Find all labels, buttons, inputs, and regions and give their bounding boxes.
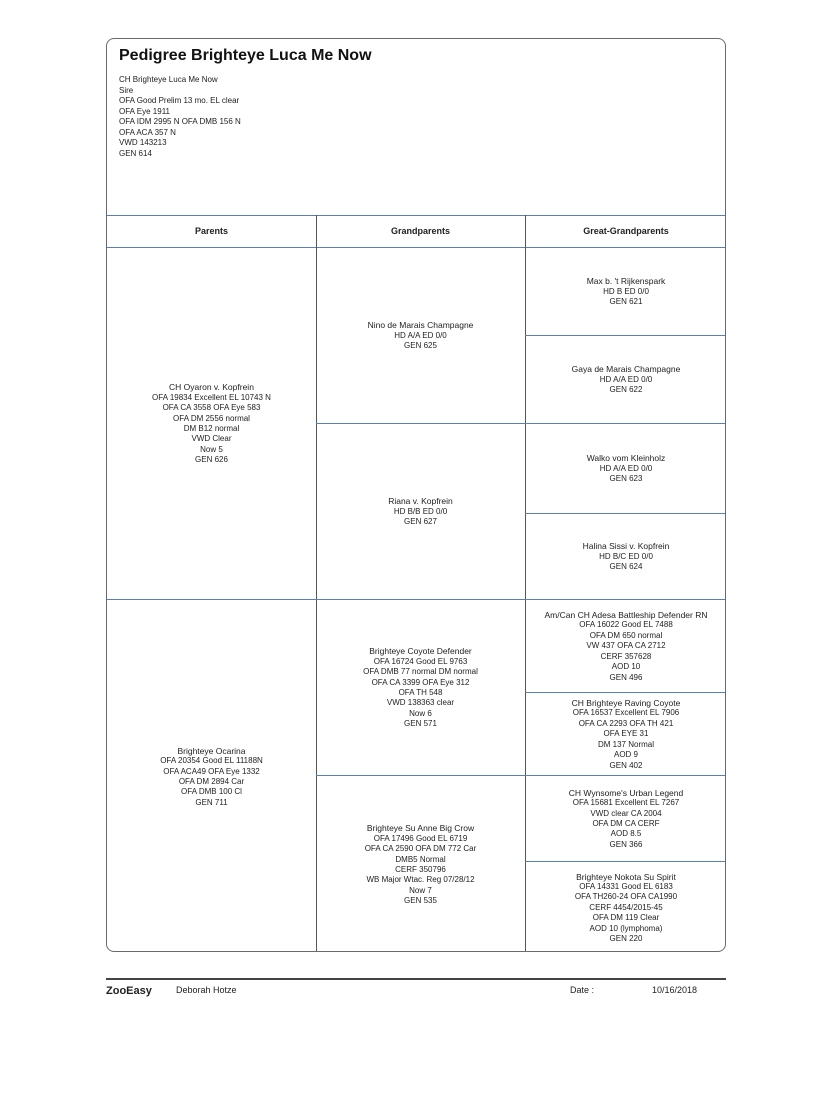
- dog-detail: OFA 17496 Good EL 6719: [373, 833, 468, 843]
- dog-detail: OFA DMB 100 Cl: [181, 787, 242, 797]
- dog-detail: OFA 16537 Excellent EL 7906: [572, 708, 680, 718]
- dog-name: CH Brighteye Raving Coyote: [571, 698, 681, 709]
- dog-detail: GEN 627: [404, 517, 437, 527]
- dog-detail: GEN 220: [609, 934, 643, 944]
- footer-author: Deborah Hotze: [176, 985, 237, 995]
- dog-detail: GEN 535: [404, 896, 437, 906]
- dog-detail: Now 7: [409, 885, 432, 895]
- dog-detail: OFA DM 650 normal: [589, 630, 663, 640]
- dog-detail: GEN 621: [609, 297, 643, 307]
- great-grandparent-cell: [525, 863, 726, 952]
- dog-detail: OFA TH260-24 OFA CA1990: [574, 892, 678, 902]
- dog-name: Brighteye Ocarina: [177, 745, 246, 756]
- grid-divider: [525, 513, 726, 514]
- dog-name: Brighteye Coyote Defender: [369, 646, 472, 657]
- dog-detail: OFA 14331 Good EL 6183: [579, 881, 673, 891]
- dog-detail: HD A/A ED 0/0: [599, 463, 653, 473]
- dog-detail: VW 437 OFA CA 2712: [586, 641, 666, 651]
- dog-name: Am/Can CH Adesa Battleship Defender RN: [544, 610, 708, 621]
- parent-cell: [107, 601, 316, 952]
- dog-detail: GEN 625: [404, 341, 437, 351]
- dog-detail: VWD Clear: [191, 434, 232, 444]
- dog-detail: OFA CA 3558 OFA Eye 583: [162, 403, 261, 413]
- footer-divider: [106, 978, 726, 980]
- dog-detail: CERF 350796: [395, 865, 446, 874]
- great-grandparent-cell: [525, 249, 726, 335]
- dog-detail: OFA CA 2590 OFA DM 772 Car: [364, 844, 477, 854]
- great-grandparent-cell: [525, 515, 726, 599]
- dog-detail: OFA CA 2293 OFA TH 421: [578, 718, 674, 728]
- dog-name: Gaya de Marais Champagne: [571, 364, 681, 375]
- dog-detail: GEN 402: [609, 760, 643, 770]
- dog-detail: CERF 357628: [600, 651, 652, 661]
- header-parents: Parents: [194, 226, 229, 236]
- dog-detail: DM 137 Normal: [597, 739, 654, 749]
- dog-detail: AOD 9: [613, 750, 638, 760]
- dog-info-block: [119, 75, 241, 159]
- dog-detail: OFA 19834 Excellent EL 10743 N: [152, 392, 271, 402]
- dog-detail: OFA DM 2556 normal: [173, 413, 250, 423]
- great-grandparent-cell: [525, 337, 726, 423]
- info-line: CH Brighteye Luca Me Now: [119, 75, 218, 84]
- grid-divider: [525, 861, 726, 862]
- dog-name: CH Wynsome's Urban Legend: [568, 787, 684, 798]
- dog-detail: OFA 16724 Good EL 9763: [373, 656, 468, 666]
- dog-name: Halina Sissi v. Kopfrein: [582, 541, 670, 552]
- header-grandparents: Grandparents: [390, 226, 450, 236]
- dog-detail: GEN 622: [609, 385, 643, 395]
- dog-name: Brighteye Nokota Su Spirit: [576, 871, 676, 882]
- dog-detail: GEN 626: [195, 455, 228, 465]
- dog-detail: HD B/C ED 0/0: [599, 551, 653, 561]
- dog-detail: OFA CA 3399 OFA Eye 312: [371, 677, 470, 687]
- grandparent-cell: [316, 777, 525, 952]
- dog-detail: WB Major Wtac. Reg 07/28/12: [366, 875, 475, 885]
- dog-detail: OFA DM CA CERF: [592, 819, 660, 828]
- great-grandparent-cell: [525, 694, 726, 775]
- info-line: OFA IDM 2995 N OFA DMB 156 N: [119, 117, 241, 126]
- dog-name: Max b. 't Rijkenspark: [586, 276, 666, 287]
- dog-detail: GEN 623: [609, 474, 643, 484]
- dog-name: CH Oyaron v. Kopfrein: [169, 382, 254, 393]
- dog-detail: OFA DM 119 Clear: [592, 913, 660, 923]
- grid-divider: [316, 775, 726, 776]
- dog-detail: VWD 138363 clear: [386, 698, 455, 708]
- page-title: Pedigree Brighteye Luca Me Now: [119, 47, 372, 64]
- grandparent-cell: [316, 249, 525, 423]
- great-grandparent-cell: [525, 777, 726, 861]
- great-grandparent-cell: [525, 425, 726, 513]
- grid-divider: [525, 335, 726, 336]
- header-great-grandparents: Great-Grandparents: [583, 226, 669, 236]
- pedigree-grid: [107, 215, 726, 952]
- dog-name: Nino de Marais Champagne: [367, 320, 474, 331]
- dog-name: Brighteye Su Anne Big Crow: [366, 823, 475, 834]
- dog-detail: CERF 4454/2015-45: [589, 902, 663, 912]
- dog-detail: GEN 624: [609, 562, 643, 572]
- footer-date-label: Date :: [570, 985, 595, 995]
- grid-divider: [525, 692, 726, 693]
- grandparent-cell: [316, 601, 525, 775]
- grid-divider: [107, 247, 726, 248]
- footer-brand: ZooEasy: [106, 985, 152, 997]
- dog-detail: HD A/A ED 0/0: [599, 374, 653, 384]
- dog-detail: OFA ACA49 OFA Eye 1332: [163, 766, 260, 776]
- info-line: OFA Eye 1911: [119, 106, 170, 116]
- grid-divider: [316, 423, 726, 424]
- info-line: Sire: [119, 85, 134, 95]
- info-line: OFA Good Prelim 13 mo. EL clear: [119, 96, 240, 105]
- dog-detail: VWD clear CA 2004: [590, 808, 662, 818]
- dog-detail: OFA EYE 31: [603, 729, 649, 739]
- dog-detail: OFA DMB 77 normal DM normal: [363, 667, 478, 677]
- dog-detail: GEN 496: [609, 672, 643, 682]
- parent-cell: [107, 249, 316, 599]
- info-line: GEN 614: [119, 148, 152, 158]
- info-line: VWD 143213: [119, 138, 167, 147]
- dog-detail: GEN 366: [609, 839, 643, 849]
- dog-detail: AOD 10: [611, 662, 641, 672]
- dog-detail: AOD 10 (lymphoma): [589, 923, 663, 933]
- dog-detail: Now 5: [200, 444, 223, 454]
- dog-detail: DMB5 Normal: [395, 854, 446, 864]
- footer-date-value: 10/16/2018: [652, 985, 698, 995]
- dog-detail: HD B/B ED 0/0: [393, 506, 448, 516]
- dog-detail: OFA 20354 Good EL 11188N: [160, 756, 263, 766]
- dog-detail: HD A/A ED 0/0: [394, 330, 447, 340]
- dog-detail: HD B ED 0/0: [603, 286, 649, 296]
- grandparent-cell: [316, 425, 525, 599]
- dog-detail: AOD 8.5: [610, 829, 642, 839]
- dog-detail: OFA DM 2894 Car: [178, 777, 245, 786]
- pedigree-frame: [106, 38, 726, 952]
- dog-detail: OFA TH 548: [398, 688, 443, 697]
- dog-detail: OFA 15681 Excellent EL 7267: [572, 798, 680, 808]
- dog-detail: GEN 711: [195, 797, 228, 807]
- dog-name: Riana v. Kopfrein: [388, 496, 453, 507]
- dog-detail: DM B12 normal: [183, 424, 240, 433]
- grid-divider: [107, 599, 726, 600]
- great-grandparent-cell: [525, 601, 726, 692]
- dog-detail: Now 6: [409, 708, 432, 718]
- dog-name: Walko vom Kleinholz: [586, 453, 666, 464]
- dog-detail: OFA 16022 Good EL 7488: [579, 620, 673, 630]
- dog-detail: GEN 571: [404, 719, 437, 729]
- info-line: OFA ACA 357 N: [119, 127, 176, 137]
